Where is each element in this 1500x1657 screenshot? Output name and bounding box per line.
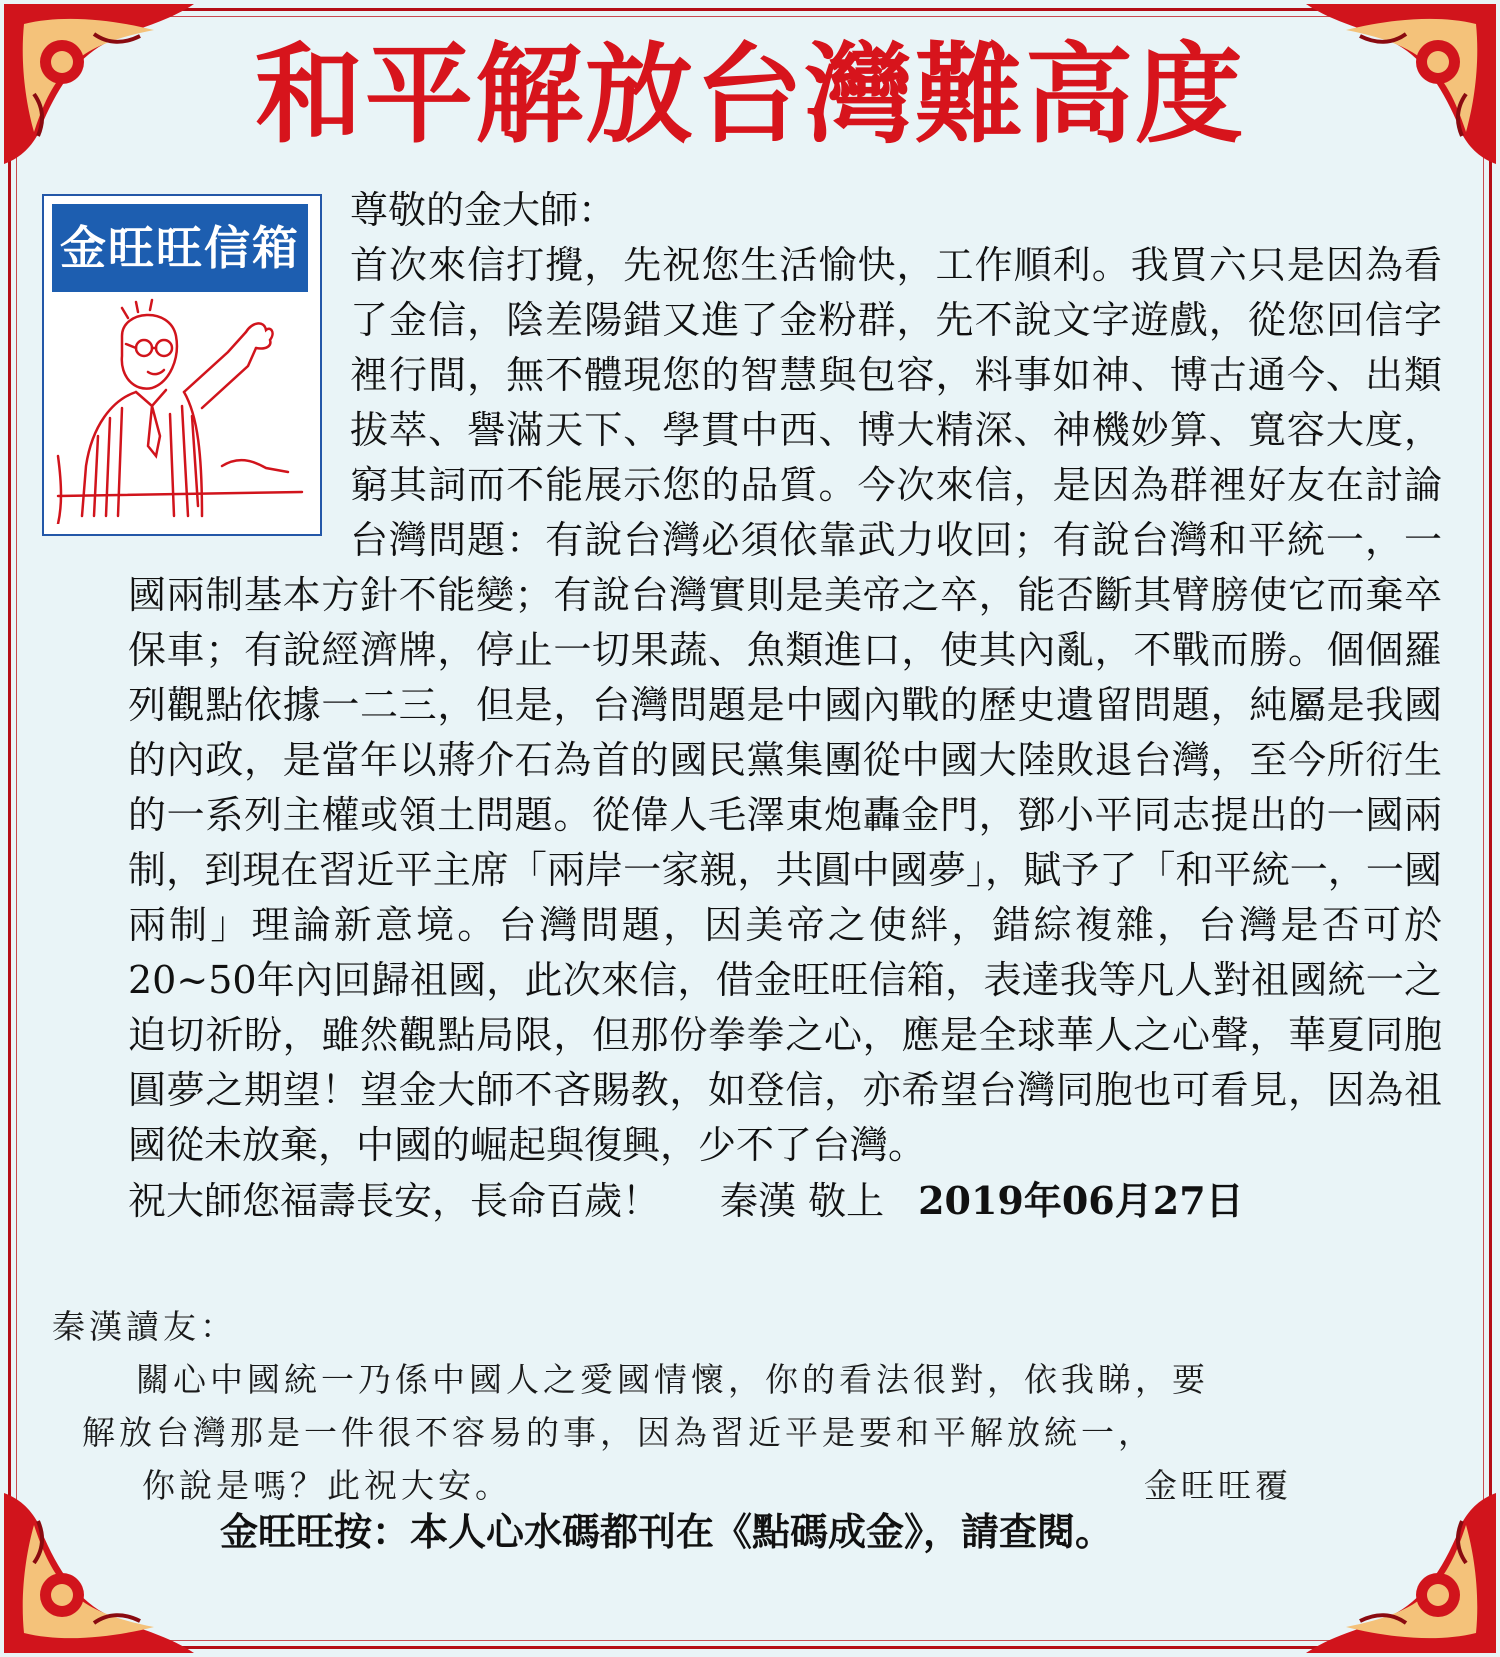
letter-date: 2019年06月27日 [918, 1178, 1244, 1223]
corner-ornament-bottom-left [4, 1493, 194, 1653]
letter-salutation: 尊敬的金大師： [350, 188, 617, 232]
column-title: 金旺旺信箱 [60, 221, 300, 275]
headline: 和平解放台灣難高度 [254, 32, 1245, 158]
reply-signature: 金旺旺覆 [1144, 1466, 1292, 1505]
corner-ornament-bottom-right [1306, 1493, 1496, 1653]
letter-author: 秦漢 敬上 [720, 1179, 885, 1223]
reply-line: 解放台灣那是一件很不容易的事，因為習近平是要和平解放統一， [82, 1413, 1155, 1452]
reply-salutation: 秦漢讀友： [52, 1307, 237, 1346]
reply-line-text: 你說是嗎？此祝大安。 [142, 1466, 512, 1505]
letter [52, 183, 1442, 1229]
footer-note: 金旺旺按：本人心水碼都刊在《點碼成金》，請查閱。 [220, 1510, 1114, 1554]
letter-closing: 祝大師您福壽長安，長命百歲！ [128, 1179, 661, 1223]
corner-ornament-top-left [4, 4, 194, 164]
letter-signoff [52, 1173, 1442, 1229]
logo-wrap-spacer [52, 183, 350, 553]
letter-body: 首次來信打攪，先祝您生活愉快，工作順利。我買六只是因為看了金信，陰差陽錯又進了金粉群，先不說文字遊戲，從您回信字裡行間，無不體現您的智慧與包容，料事如神、博古通今、出類拔萃、譽滿天下、學貫中西、博大精深、神機妙算、寬容大度，窮其詞而不能展示您的品質。今次來信，是因為群裡好友在討論台灣問題：有說台灣必須依靠武力收回；有說台灣和平統一，一國兩制基本方針不能變；有說台灣實則是美帝之卒，能否斷其臂膀使它而棄卒保車；有說經濟牌，停止一切果蔬、魚類進口，使其內亂，不戰而勝。個個羅列觀點依據一二三，但是，台灣問題是中國內戰的歷史遺留問題，純屬是我國的內政，是當年以蔣介石為首的國民黨集團從中國大陸敗退台灣，至今所衍生的一系列主權或領土問題。從偉人毛澤東炮轟金門，鄧小平同志提出的一國兩制，到現在習近平主席「兩岸一家親，共圓中國夢」，賦予了「和平統一，一國兩制」理論新意境。台灣問題，因美帝之使絆，錯綜複雜，台灣是否可於20~50年內回歸祖國，此次來信，借金旺旺信箱，表達我等凡人對祖國統一之迫切祈盼，雖然觀點局限，但那份拳拳之心，應是全球華人之心聲，華夏同胞圓夢之期望！望金大師不吝賜教，如登信，亦希望台灣同胞也可看見，因為祖國從未放棄，中國的崛起與復興，少不了台灣。 [128, 243, 1442, 1167]
reply [52, 1300, 1442, 1512]
corner-ornament-top-right [1306, 4, 1496, 164]
reply-line: 關心中國統一乃係中國人之愛國情懷，你的看法很對，依我睇，要 [136, 1360, 1209, 1399]
